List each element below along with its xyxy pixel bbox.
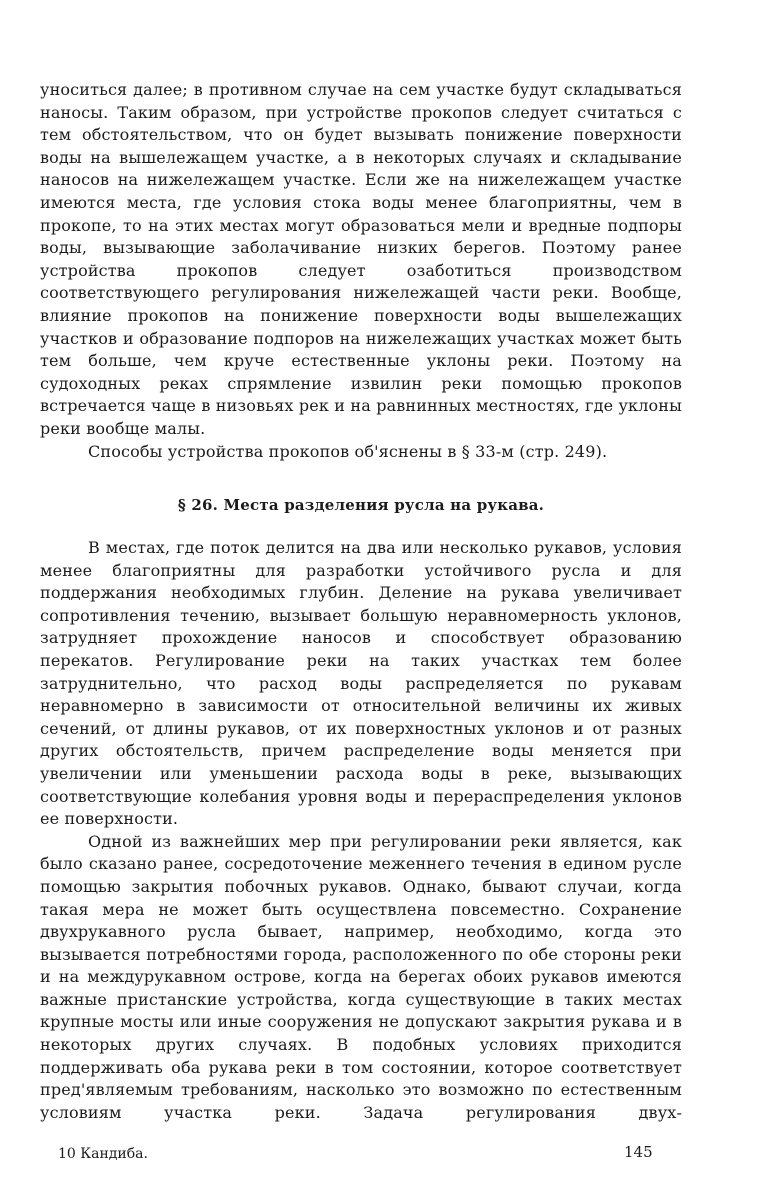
paragraph: В местах, где поток делится на два или несколько рукавов, условия менее благоприятны для разработки устойчивого русла и для поддержания необходимых глубин. Деление на рукава увеличивает сопротивления течению, вызывает большую неравномерность уклонов, затрудняет прохождение наносов и способствует образованию перекатов. Регулирование реки на таких участках тем более затруднительно, что расход воды распределяется по рукавам неравномерно в зависимости от относительной величины их живых сечений, от длины рукавов, от их поверхностных уклонов и от разных других обстоятельств, причем распределение воды меняется при увеличении или уменьшении расхода воды в реке, вызывающих соответствующие колебания уровня воды и перераспределения уклонов ее поверхности.: [40, 538, 682, 829]
section-heading: § 26. Места разделения русла на рукава.: [177, 496, 545, 514]
footer-signature: 10 Кандиба.: [58, 1146, 148, 1162]
paragraph: Одной из важнейших мер при регулировании реки является, как было сказано ранее, сосредоточение меженнего течения в едином русле помощью закрытия побочных рукавов. Однако, бывают случаи, когда такая мера не может быть осуществлена повсеместно. Сохранение двухрукавного русла бывает, например, необходимо, когда это вызывается потребностями города, расположенного по обе стороны реки и на междурукавном острове, когда на берегах обоих рукавов имеются важные пристанские устройства, когда существующие в таких местах крупные мосты или иные сооружения не допускают закрытия рукава и в некоторых других случаях. В подобных условиях приходится поддерживать оба рукава реки в том состоянии, которое соответствует пред'являемым требованиям, насколько это возможно по естественным условиям участка реки. Задача регулирования двух-: [40, 831, 682, 1122]
text-block-bottom: [40, 537, 682, 1124]
text-block-top: [40, 79, 682, 463]
paragraph: Способы устройства прокопов об'яснены в § 33-м (стр. 249).: [88, 441, 608, 461]
page-number: 145: [624, 1143, 653, 1161]
paragraph: уноситься далее; в противном случае на сем участке будут складываться наносы. Таким образом, при устройстве прокопов следует считаться с тем обстоятельством, что он будет вызывать понижение поверхности воды на вышележащем участке, а в некоторых случаях и складывание наносов на нижележащем участке. Если же на нижележащем участке имеются места, где условия стока воды менее благоприятны, чем в прокопе, то на этих местах могут образоваться мели и вредные подпоры воды, вызывающие заболачивание низких берегов. Поэтому ранее устройства прокопов следует озаботиться производством соответствующего регулирования нижележащей части реки. Вообще, влияние прокопов на понижение поверхности воды вышележащих участков и образование подпоров на нижележащих участках может быть тем больше, чем круче естественные уклоны реки. Поэтому на судоходных реках спрямление извилин реки помощью прокопов встречается чаще в низовьях рек и на равнинных местностях, где уклоны реки вообще малы.: [40, 80, 682, 438]
